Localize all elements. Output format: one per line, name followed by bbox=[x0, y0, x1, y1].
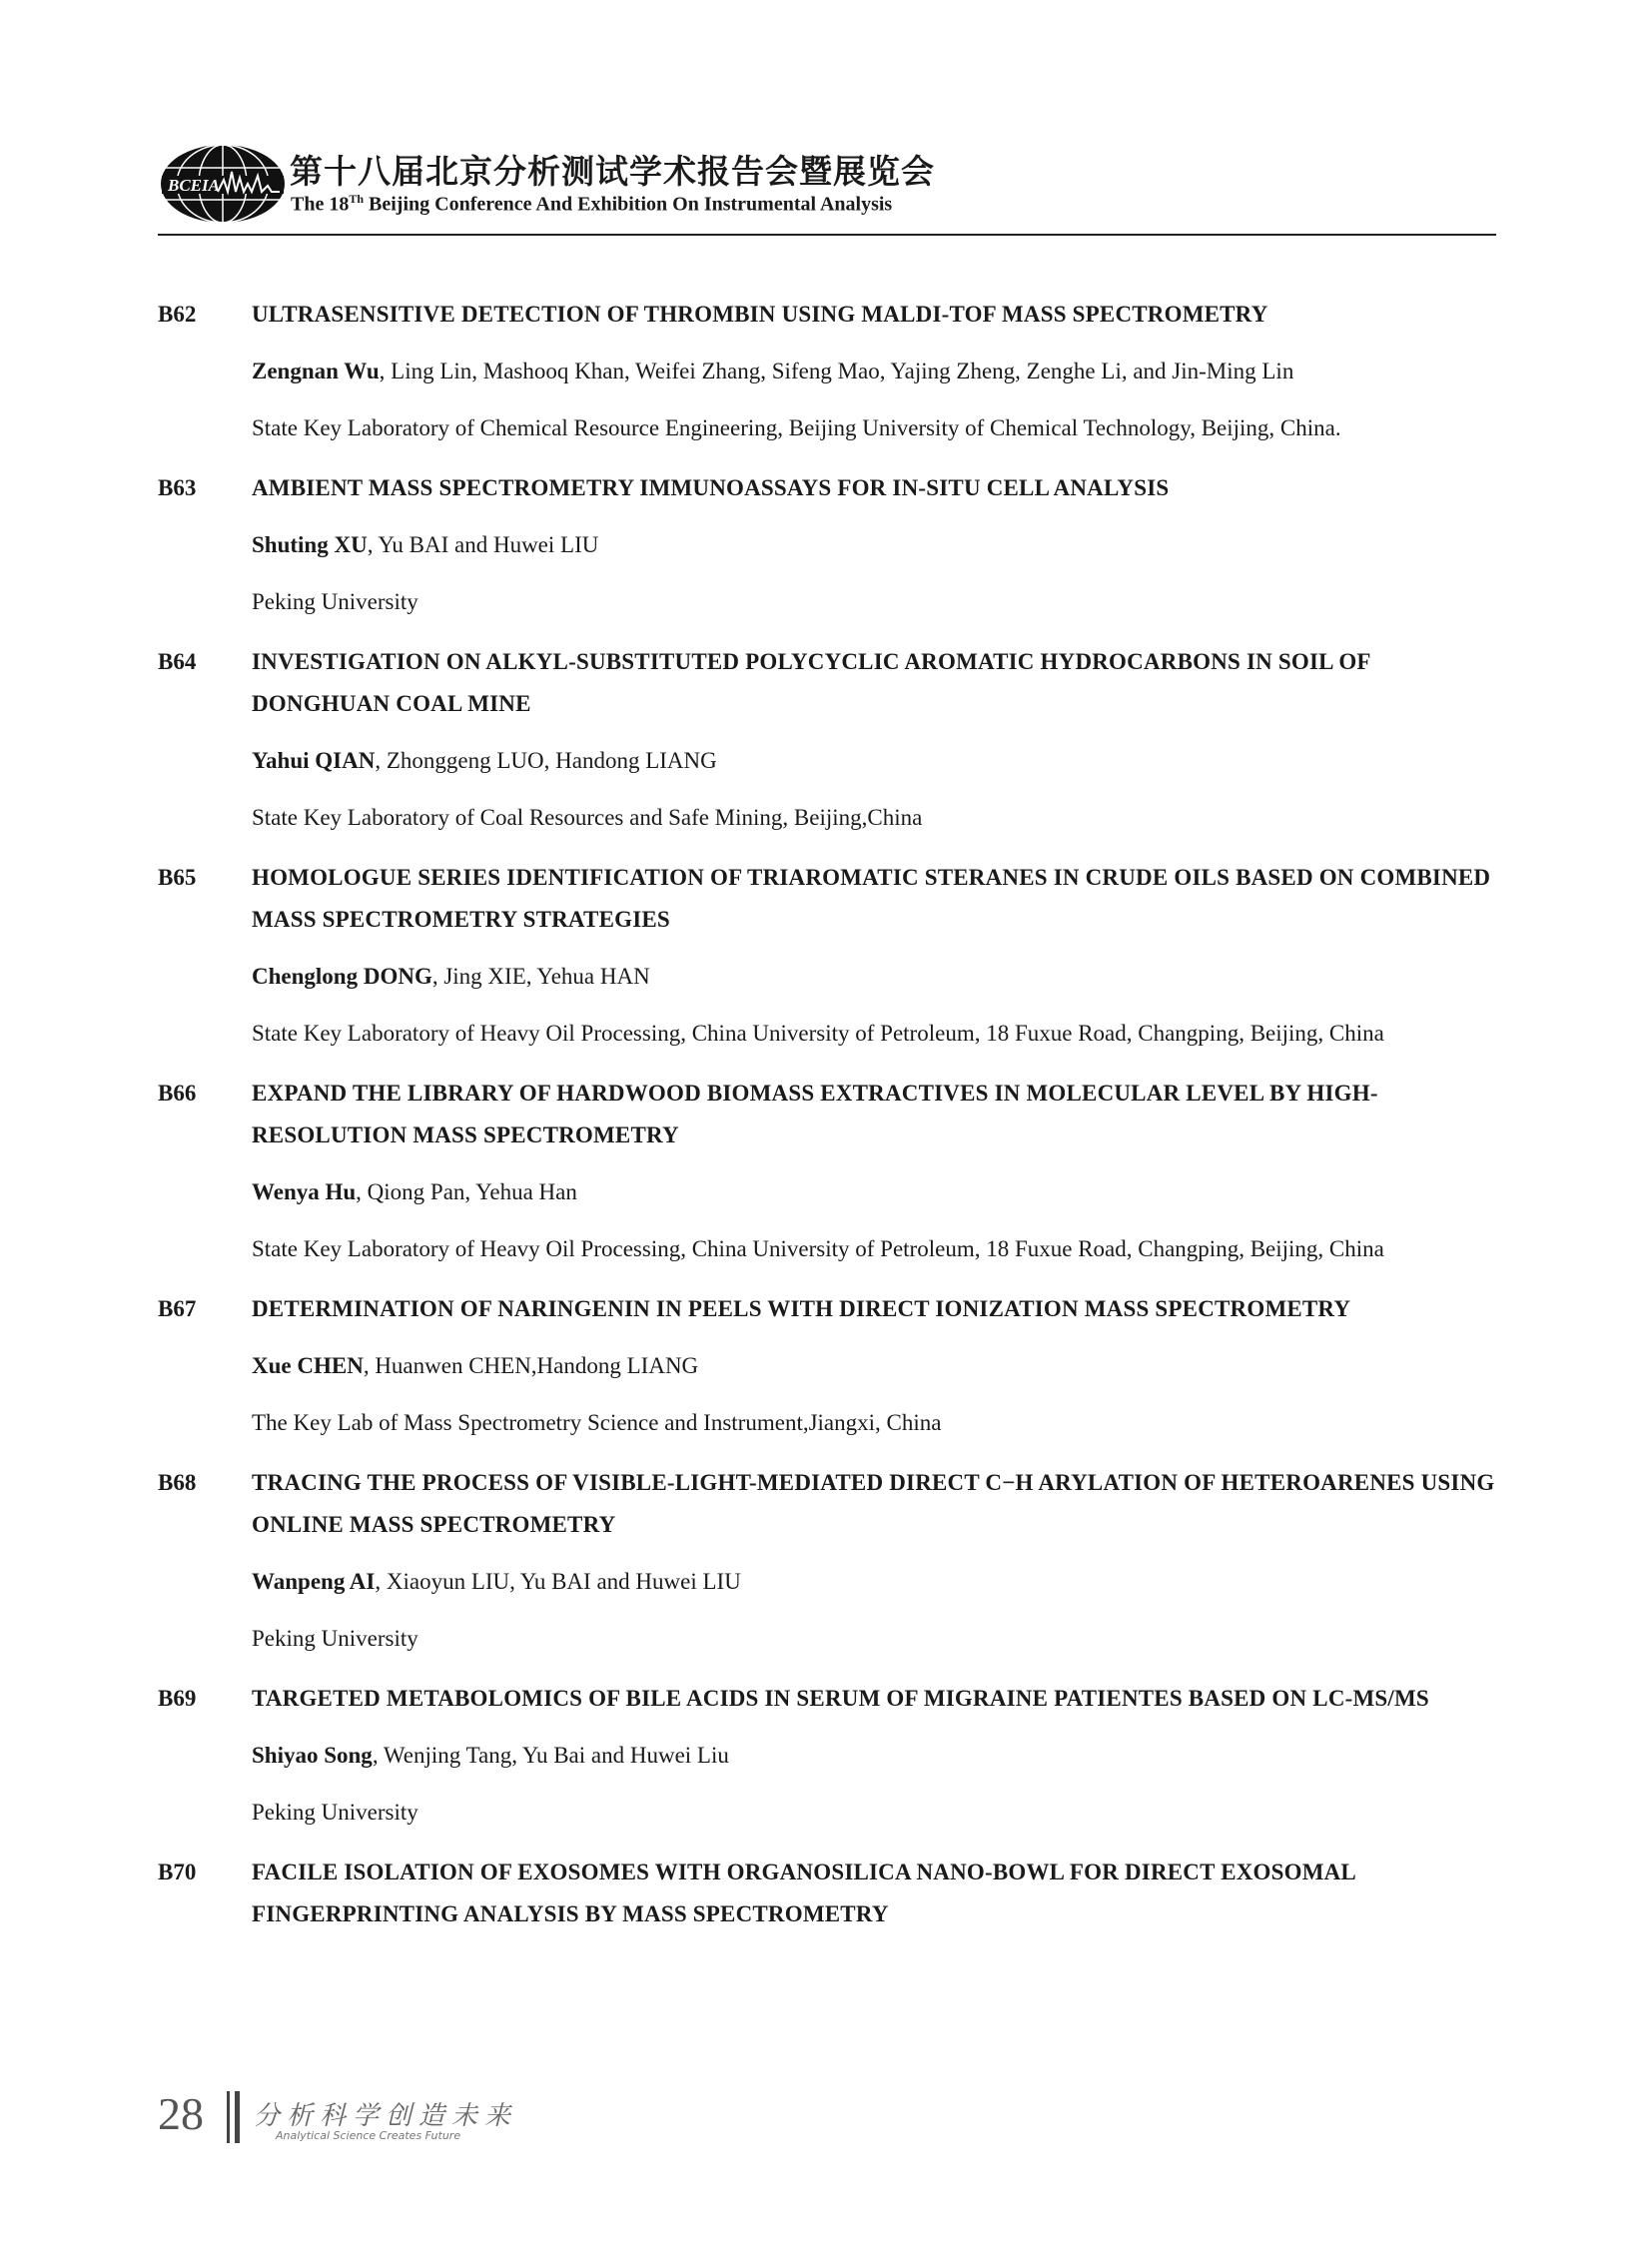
entry-affiliation: Peking University bbox=[252, 589, 418, 614]
title-en-prefix: The 18 bbox=[291, 193, 350, 216]
entry-title: AMBIENT MASS SPECTROMETRY IMMUNOASSAYS FOR IN-SITU CELL ANALYSIS bbox=[252, 475, 1170, 500]
presenting-author: Zengnan Wu bbox=[252, 359, 380, 383]
entry-authors bbox=[252, 1735, 1496, 1777]
entry-authors bbox=[252, 1561, 1496, 1603]
entry-title: FACILE ISOLATION OF EXOSOMES WITH ORGANOSILICA NANO-BOWL FOR DIRECT EXOSOMAL FINGERPRINTING ANALYSIS BY MASS SPECTROMETRY bbox=[252, 1860, 1355, 1926]
co-authors: , Wenjing Tang, Yu Bai and Huwei Liu bbox=[372, 1743, 729, 1768]
abstract-entry bbox=[158, 465, 1496, 639]
entry-affiliation: The Key Lab of Mass Spectrometry Science and Instrument,Jiangxi, China bbox=[252, 1410, 942, 1435]
entry-code: B62 bbox=[158, 302, 197, 327]
entry-authors bbox=[252, 1171, 1496, 1213]
co-authors: , Jing XIE, Yehua HAN bbox=[431, 964, 650, 989]
entry-affiliation: State Key Laboratory of Heavy Oil Processing, China University of Petroleum, 18 Fuxue Road, Changping, Beijing, China bbox=[252, 1021, 1384, 1046]
page-number: 28 bbox=[158, 2088, 204, 2139]
entry-title: INVESTIGATION ON ALKYL-SUBSTITUTED POLYCYCLIC AROMATIC HYDROCARBONS IN SOIL OF DONGHUAN COAL MINE bbox=[252, 649, 1370, 716]
entry-code: B63 bbox=[158, 475, 197, 500]
entry-title: EXPAND THE LIBRARY OF HARDWOOD BIOMASS EXTRACTIVES IN MOLECULAR LEVEL BY HIGH-RESOLUTION MASS SPECTROMETRY bbox=[252, 1081, 1378, 1147]
entry-code: B65 bbox=[158, 865, 197, 890]
entry-authors bbox=[252, 351, 1496, 392]
abstract-entry bbox=[158, 1850, 1496, 1935]
presenting-author: Wenya Hu bbox=[252, 1179, 357, 1204]
entry-code: B70 bbox=[158, 1860, 197, 1884]
abstract-entry bbox=[158, 639, 1496, 855]
entry-code: B64 bbox=[158, 649, 197, 674]
entry-title: ULTRASENSITIVE DETECTION OF THROMBIN USING MALDI-TOF MASS SPECTROMETRY bbox=[252, 302, 1268, 327]
footer-slogan-en: Analytical Science Creates Future bbox=[276, 2129, 461, 2142]
abstract-entry bbox=[158, 292, 1496, 465]
entry-title: TRACING THE PROCESS OF VISIBLE-LIGHT-MEDIATED DIRECT C−H ARYLATION OF HETEROARENES USING ONLINE MASS SPECTROMETRY bbox=[252, 1470, 1495, 1537]
co-authors: , Xiaoyun LIU, Yu BAI and Huwei LIU bbox=[375, 1569, 741, 1594]
abstract-list bbox=[158, 292, 1496, 1935]
page-header bbox=[158, 138, 1496, 238]
conference-title-en bbox=[291, 192, 892, 217]
conference-title-cn: 第十八届北京分析测试学术报告会暨展览会 bbox=[290, 152, 935, 191]
presenting-author: Wanpeng AI bbox=[252, 1569, 376, 1594]
entry-affiliation: State Key Laboratory of Coal Resources and Safe Mining, Beijing,China bbox=[252, 805, 923, 830]
header-divider bbox=[158, 234, 1496, 236]
title-en-sup: Th bbox=[349, 192, 365, 206]
presenting-author: Chenglong DONG bbox=[252, 964, 432, 989]
entry-code: B69 bbox=[158, 1686, 197, 1711]
entry-title: HOMOLOGUE SERIES IDENTIFICATION OF TRIAROMATIC STERANES IN CRUDE OILS BASED ON COMBINED MASS SPECTROMETRY STRATEGIES bbox=[252, 865, 1491, 932]
entry-code: B67 bbox=[158, 1296, 197, 1321]
co-authors: , Qiong Pan, Yehua Han bbox=[356, 1179, 577, 1204]
co-authors: , Huanwen CHEN,Handong LIANG bbox=[363, 1353, 699, 1378]
abstract-entry bbox=[158, 1071, 1496, 1286]
abstract-entry bbox=[158, 1460, 1496, 1676]
abstract-entry bbox=[158, 1676, 1496, 1850]
co-authors: , Yu BAI and Huwei LIU bbox=[367, 532, 599, 557]
presenting-author: Shiyao Song bbox=[252, 1743, 373, 1768]
footer-slogan-cn: 分析科学创造未来 bbox=[254, 2101, 518, 2131]
entry-title: DETERMINATION OF NARINGENIN IN PEELS WITH DIRECT IONIZATION MASS SPECTROMETRY bbox=[252, 1296, 1351, 1321]
co-authors: , Zhonggeng LUO, Handong LIANG bbox=[375, 748, 717, 773]
title-en-suffix: Beijing Conference And Exhibition On Instrumental Analysis bbox=[364, 193, 893, 216]
entry-authors bbox=[252, 524, 1496, 566]
entry-affiliation: State Key Laboratory of Heavy Oil Processing, China University of Petroleum, 18 Fuxue Road, Changping, Beijing, China bbox=[252, 1236, 1384, 1261]
entry-authors bbox=[252, 740, 1496, 782]
entry-code: B66 bbox=[158, 1081, 197, 1106]
presenting-author: Xue CHEN bbox=[252, 1353, 364, 1378]
entry-authors bbox=[252, 1345, 1496, 1387]
entry-affiliation: State Key Laboratory of Chemical Resource Engineering, Beijing University of Chemical Technology, Beijing, China. bbox=[252, 415, 1341, 440]
abstract-entry bbox=[158, 855, 1496, 1071]
globe-logo-icon bbox=[158, 142, 288, 226]
entry-title: TARGETED METABOLOMICS OF BILE ACIDS IN SERUM OF MIGRAINE PATIENTES BASED ON LC-MS/MS bbox=[252, 1686, 1429, 1711]
entry-authors bbox=[252, 956, 1496, 998]
bceia-logo bbox=[158, 142, 288, 226]
entry-affiliation: Peking University bbox=[252, 1626, 418, 1651]
presenting-author: Yahui QIAN bbox=[252, 748, 376, 773]
abstract-entry bbox=[158, 1286, 1496, 1460]
presenting-author: Shuting XU bbox=[252, 532, 368, 557]
entry-affiliation: Peking University bbox=[252, 1800, 418, 1825]
footer-divider-bars bbox=[227, 2091, 241, 2143]
entry-code: B68 bbox=[158, 1470, 197, 1495]
logo-text: BCEIA bbox=[168, 176, 220, 195]
co-authors: , Ling Lin, Mashooq Khan, Weifei Zhang, Sifeng Mao, Yajing Zheng, Zenghe Li, and Jin-Ming Lin bbox=[379, 359, 1294, 383]
